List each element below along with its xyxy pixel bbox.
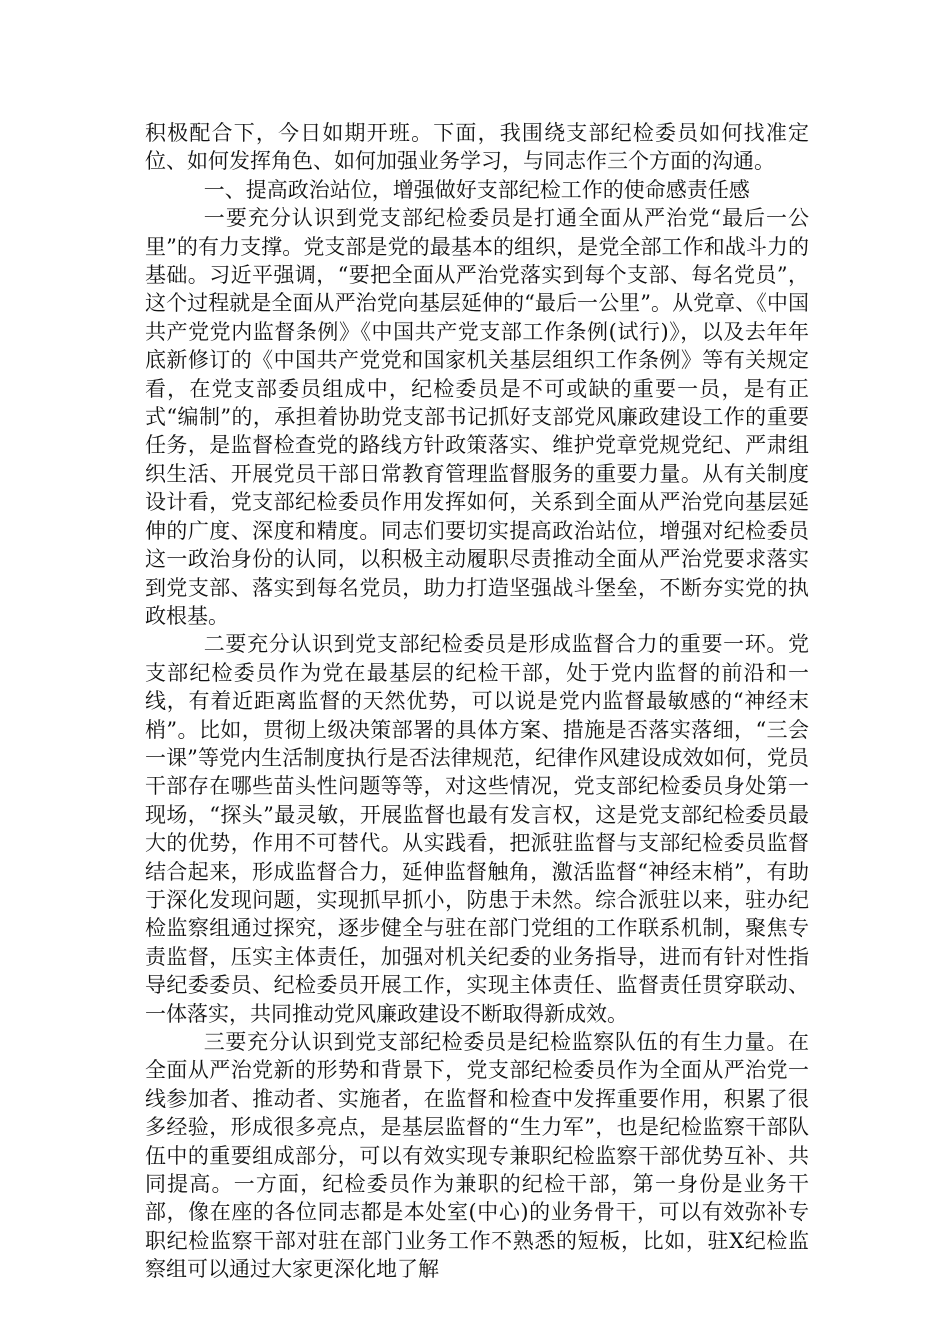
paragraph-point-1: 一要充分认识到党支部纪检委员是打通全面从严治党“最后一公里”的有力支撑。党支部是党的最基本的组织，是党全部工作和战斗力的基础。习近平强调，“要把全面从严治党落实到每个支部、每名党员”，这个过程就是全面从严治党向基层延伸的“最后一公里”。从党章、《中国共产党党内监督条例》《中国共产党支部工作条例(试行)》，以及去年年底新修订的《中国共产党党和国家机关基层组织工作条例》等有关规定看，在党支部委员组成中，纪检委员是不可或缺的重要一员，是有正式“编制”的，承担着协助党支部书记抓好支部党风廉政建设工作的重要任务，是监督检查党的路线方针政策落实、维护党章党规党纪、严肃组织生活、开展党员干部日常教育管理监督服务的重要力量。从有关制度设计看，党支部纪检委员作用发挥如何，关系到全面从严治党向基层延伸的广度、深度和精度。同志们要切实提高政治站位，增强对纪检委员这一政治身份的认同，以积极主动履职尽责推动全面从严治党要求落实到党支部、落实到每名党员，助力打造坚强战斗堡垒，不断夯实党的执政根基。	[145, 206, 809, 628]
document-body	[145, 119, 809, 1284]
paragraph-point-3: 三要充分认识到党支部纪检委员是纪检监察队伍的有生力量。在全面从严治党新的形势和背景下，党支部纪检委员作为全面从严治党一线参加者、推动者、实施者，在监督和检查中发挥重要作用，积累了很多经验，形成很多亮点，是基层监督的“生力军”，也是纪检监察干部队伍中的重要组成部分，可以有效实现专兼职纪检监察干部优势互补、共同提高。一方面，纪检委员作为兼职的纪检干部，第一身份是业务干部，像在座的各位同志都是本处室(中心)的业务骨干，可以有效弥补专职纪检监察干部对驻在部门业务工作不熟悉的短板，比如，驻X纪检监察组可以通过大家更深化地了解	[145, 1030, 809, 1282]
paragraph-point-2: 二要充分认识到党支部纪检委员是形成监督合力的重要一环。党支部纪检委员作为党在最基层的纪检干部，处于党内监督的前沿和一线，有着近距离监督的天然优势，可以说是党内监督最敏感的“神经末梢”。比如，贯彻上级决策部署的具体方案、措施是否落实落细，“三会一课”等党内生活制度执行是否法律规范，纪律作风建设成效如何，党员干部存在哪些苗头性问题等等，对这些情况，党支部纪检委员身处第一现场，“探头”最灵敏，开展监督也最有发言权，这是党支部纪检委员最大的优势，作用不可替代。从实践看，把派驻监督与支部纪检委员监督结合起来，形成监督合力，延伸监督触角，激活监督“神经末梢”，有助于深化发现问题，实现抓早抓小，防患于未然。综合派驻以来，驻办纪检监察组通过探究，逐步健全与驻在部门党组的工作联系机制，聚焦专责监督，压实主体责任，加强对机关纪委的业务指导，进而有针对性指导纪委委员、纪检委员开展工作，实现主体责任、监督责任贯穿联动、一体落实，共同推动党风廉政建设不断取得新成效。	[145, 632, 809, 1026]
paragraph-intro-continuation: 积极配合下，今日如期开班。下面，我围绕支部纪检委员如何找准定位、如何发挥角色、如何加强业务学习，与同志作三个方面的沟通。	[145, 121, 809, 174]
section-heading-1: 一、提高政治站位，增强做好支部纪检工作的使命感责任感	[203, 177, 750, 202]
